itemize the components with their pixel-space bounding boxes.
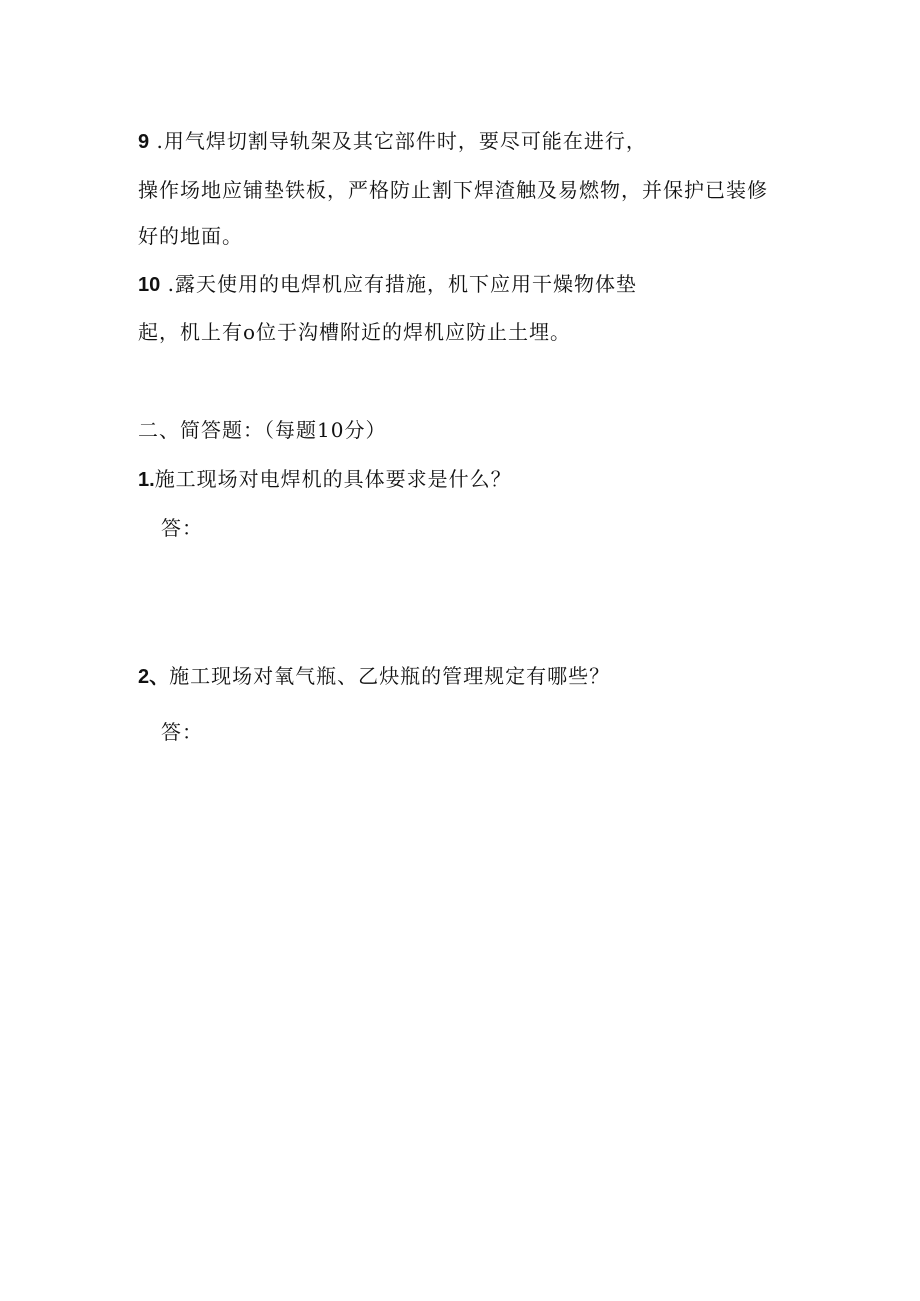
short-answer-2-question: 施工现场对氧气瓶、乙炔瓶的管理规定有哪些？ <box>169 664 611 688</box>
question-10-text-1: .露天使用的电焊机应有措施，机下应用干燥物体垫 <box>160 272 637 296</box>
short-answer-2-number: 2、 <box>138 666 170 688</box>
question-10-line-2: 起，机上有o位于沟槽附近的焊机应防止土埋。 <box>138 320 572 344</box>
question-9-line-1 <box>138 127 647 156</box>
short-answer-2 <box>138 662 610 691</box>
question-9-line-2: 操作场地应铺垫铁板，严格防止割下焊渣触及易燃物，并保护已装修 <box>138 178 768 202</box>
section-2-heading: 二、简答题：（每题10分） <box>138 418 387 442</box>
short-answer-1-number: 1. <box>138 469 155 491</box>
question-9-line-3: 好的地面。 <box>138 224 243 248</box>
short-answer-1-answer-label: 答： <box>161 516 203 540</box>
question-10-number: 10 <box>138 274 161 296</box>
short-answer-2-answer-label: 答： <box>161 720 203 744</box>
question-9-number: 9 <box>138 131 150 153</box>
short-answer-1-question: 施工现场对电焊机的具体要求是什么？ <box>154 467 512 491</box>
short-answer-1 <box>138 465 512 494</box>
question-9-text-1: .用气焊切割导轨架及其它部件时，要尽可能在进行， <box>149 129 647 153</box>
question-10-line-1 <box>138 270 637 299</box>
